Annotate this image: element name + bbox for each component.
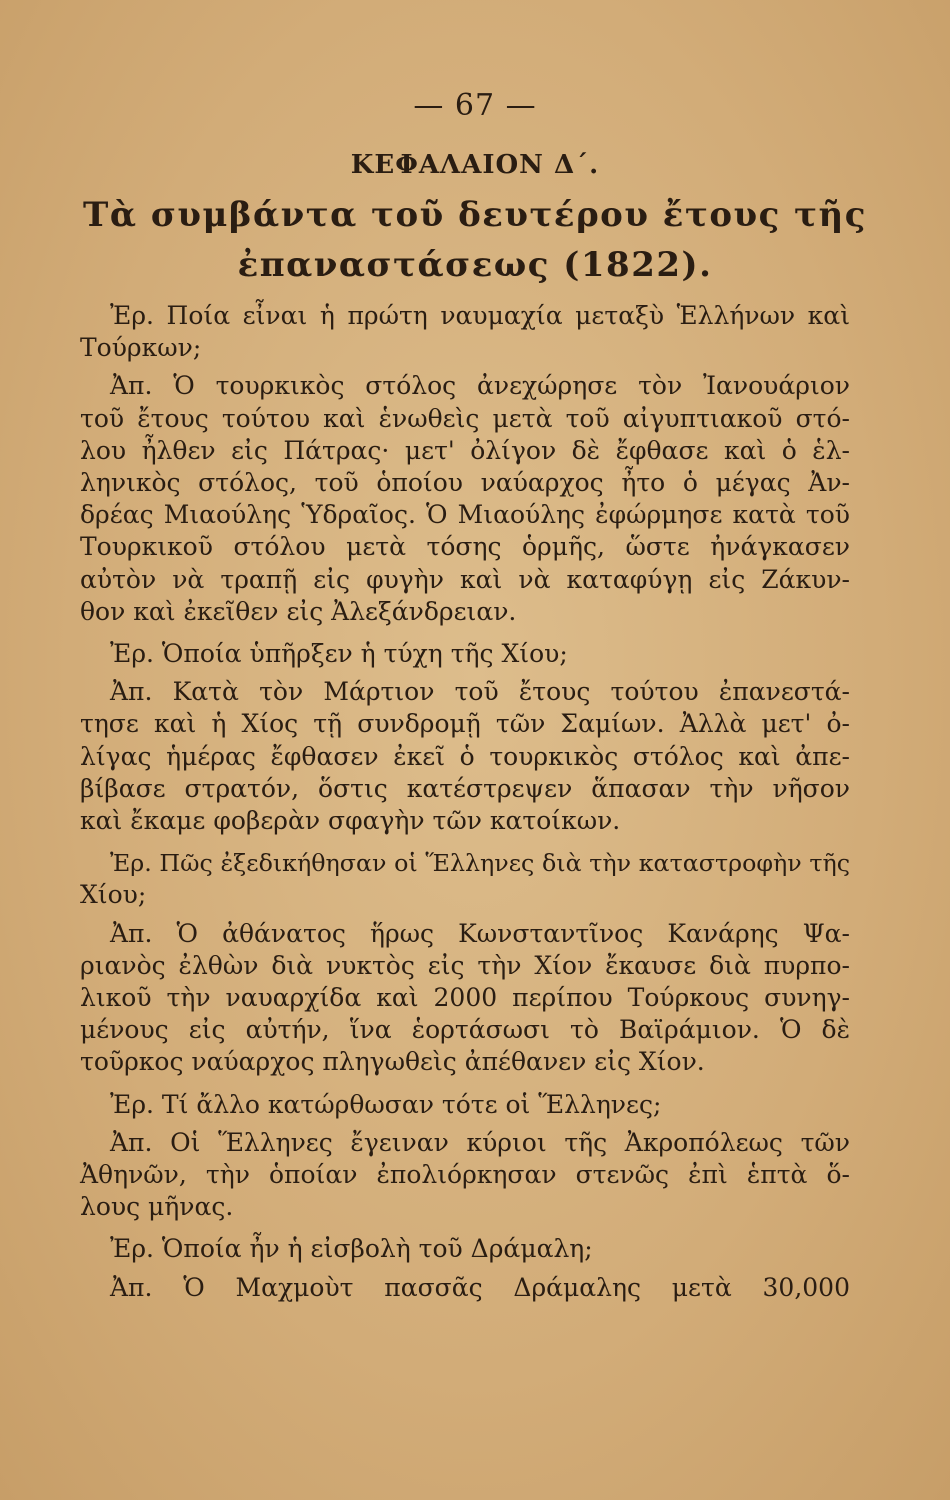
question-paragraph [80, 847, 850, 911]
text-line: λους μῆνας. [80, 1192, 234, 1222]
text-line: Ἐρ. Πῶς ἐξεδικήθησαν οἱ Ἕλληνες διὰ τὴν καταστροφὴν τῆς [110, 849, 850, 878]
text-line: Ἀπ. Ὁ τουρκικὸς στόλος ἀνεχώρησε τὸν Ἰανουάριον [110, 371, 850, 401]
text-line: τησε καὶ ἡ Χίος τῇ συνδρομῇ τῶν Σαμίων. Ἀλλὰ μετ' ὀ- [80, 709, 850, 739]
text-line: λου ἦλθεν εἰς Πάτρας· μετ' ὀλίγον δὲ ἔφθασε καὶ ὁ ἑλ- [80, 435, 850, 465]
answer-paragraph [80, 1272, 850, 1304]
text-line: Χίου; [80, 880, 147, 910]
text-line: αὐτὸν νὰ τραπῇ εἰς φυγὴν καὶ νὰ καταφύγῃ εἰς Ζάκυν- [80, 564, 850, 594]
answer-paragraph [80, 1127, 850, 1224]
text-body [80, 296, 850, 1304]
text-line: Ἐρ. Ὁποία ἦν ἡ εἰσβολὴ τοῦ Δράμαλη; [110, 1234, 593, 1264]
text-line: Ἀπ. Οἱ Ἕλληνες ἔγειναν κύριοι τῆς Ἀκροπόλεως τῶν [110, 1127, 850, 1157]
answer-paragraph [80, 676, 850, 837]
text-line: Ἐρ. Ποία εἶναι ἡ πρώτη ναυμαχία μεταξὺ Ἑλλήνων καὶ [110, 301, 850, 330]
text-line: Ἐρ. Τί ἄλλο κατώρθωσαν τότε οἱ Ἕλληνες; [110, 1089, 662, 1119]
chapter-heading: ΚΕΦΑΛΑΙΟΝ Δ΄. [350, 150, 600, 180]
text-line: δρέας Μιαούλης Ὑδραῖος. Ὁ Μιαούλης ἐφώρμησε κατὰ τοῦ [80, 500, 850, 530]
section-title-line-2: ἐπαναστάσεως (1822). [237, 245, 713, 285]
text-line: Ἀπ. Κατὰ τὸν Μάρτιον τοῦ ἔτους τούτου ἐπανεστά- [110, 677, 850, 707]
question-paragraph [80, 300, 850, 364]
text-line: ριανὸς ἐλθὼν διὰ νυκτὸς εἰς τὴν Χίον ἔκαυσε διὰ πυρπο- [80, 950, 850, 980]
text-line: Ἀπ. Ὁ ἀθάνατος ἥρως Κωνσταντῖνος Κανάρης Ψα- [110, 918, 850, 948]
question-paragraph [80, 1089, 850, 1121]
text-line: ληνικὸς στόλος, τοῦ ὁποίου ναύαρχος ἦτο ὁ μέγας Ἀν- [80, 468, 850, 498]
text-line: Ἐρ. Ὁποία ὑπῆρξεν ἡ τύχη τῆς Χίου; [110, 639, 568, 669]
text-line: θον καὶ ἐκεῖθεν εἰς Ἀλεξάνδρειαν. [80, 596, 517, 626]
question-paragraph [80, 638, 850, 670]
text-line: βίβασε στρατόν, ὅστις κατέστρεψεν ἅπασαν τὴν νῆσον [80, 773, 850, 803]
text-line: λίγας ἡμέρας ἔφθασεν ἐκεῖ ὁ τουρκικὸς στόλος καὶ ἀπε- [80, 741, 850, 771]
answer-paragraph [80, 370, 850, 628]
text-line: λικοῦ τὴν ναυαρχίδα καὶ 2000 περίπου Τούρκους συνηγ- [80, 983, 850, 1013]
text-line: Τούρκων; [80, 333, 202, 363]
section-title-line-1: Τὰ συμβάντα τοῦ δευτέρου ἔτους τῆς [83, 195, 867, 235]
page-number: — 67 — [413, 88, 537, 123]
text-line: Ἀπ. Ὁ Μαχμοὺτ πασσᾶς Δράμαλης μετὰ 30,000 [110, 1272, 850, 1302]
text-line: Τουρκικοῦ στόλου μετὰ τόσης ὁρμῆς, ὥστε ἠνάγκασεν [80, 532, 850, 562]
answer-paragraph [80, 918, 850, 1079]
question-paragraph [80, 1233, 850, 1265]
text-line: τοῦ ἔτους τούτου καὶ ἑνωθεὶς μετὰ τοῦ αἰγυπτιακοῦ στό- [80, 403, 850, 433]
text-line: καὶ ἔκαμε φοβερὰν σφαγὴν τῶν κατοίκων. [80, 806, 621, 836]
text-line: μένους εἰς αὐτήν, ἵνα ἑορτάσωσι τὸ Βαϊράμιον. Ὁ δὲ [80, 1015, 850, 1045]
text-line: τοῦρκος ναύαρχος πληγωθεὶς ἀπέθανεν εἰς Χίον. [80, 1047, 705, 1077]
text-line: Ἀθηνῶν, τὴν ὁποίαν ἐπολιόρκησαν στενῶς ἐπὶ ἑπτὰ ὅ- [80, 1160, 850, 1190]
